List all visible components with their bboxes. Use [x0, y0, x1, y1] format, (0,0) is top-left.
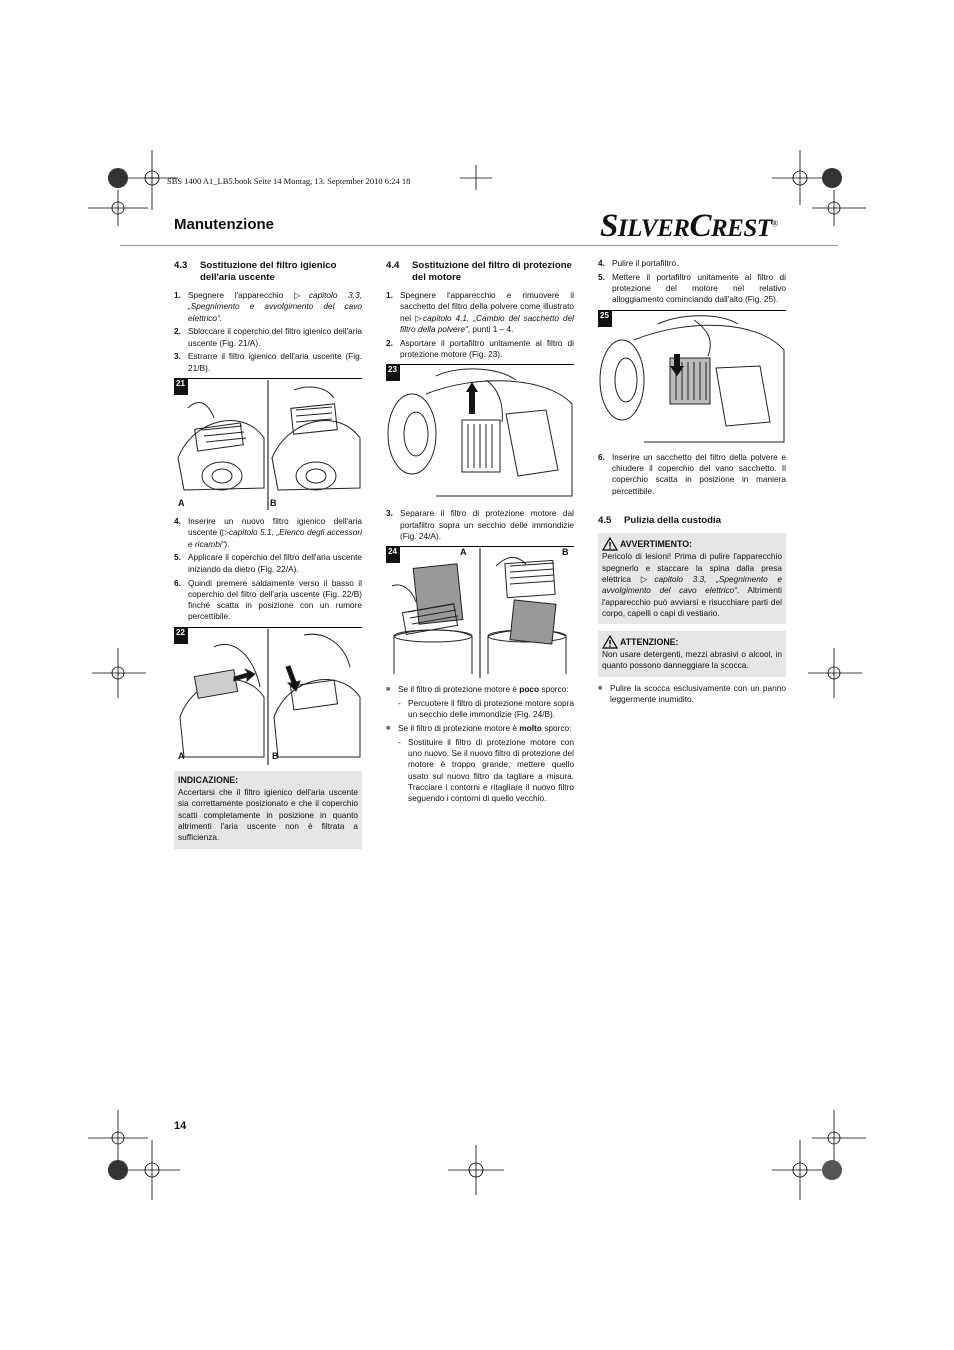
figure-23: [386, 364, 574, 502]
caution-text: Non usare detergenti, mezzi abrasivi o alcool, in quanto possono danneggiare la scocca.: [602, 649, 782, 671]
step: 6. Inserire un sacchetto del filtro della polvere e chiudere il coperchio del vano sacchetto. Il coperchio scatta in posizione in maniera percettibile.: [598, 451, 786, 496]
figure-24: [386, 546, 574, 678]
figure-number: 23: [386, 364, 400, 381]
step: 1. Spegnere l'apparecchio ▷capitolo 3.3, „Spegnimento e avvolgimento del cavo elettrico“.: [174, 290, 362, 323]
step: 1. Spegnere l'apparecchio e rimuovere il sacchetto del filtro della polvere come illustrato nel ▷capitolo 4.1, „Cambio del sacchetto del filtro della polvere“, punti 1 – 4.: [386, 290, 574, 334]
figure-25: [598, 310, 786, 446]
warning-triangle-icon: [602, 537, 618, 551]
caution-title: ATTENZIONE:: [602, 635, 782, 649]
figure-label-b: B: [562, 547, 569, 558]
column-3: [598, 258, 786, 708]
note-text: Accertarsi che il filtro igienico dell'aria uscente sia correttamente posizionato e che il coperchio scatti completamente in posizione in quanto altrimenti l'aria uscente non è filtrata a sufficienza.: [178, 787, 358, 843]
brand-logo: SILVERCREST®: [600, 208, 778, 244]
bullet-item: ■ Se il filtro di protezione motore è molto sporco:: [386, 723, 572, 734]
step: 2. Sbloccare il coperchio del filtro igienico dell'aria uscente (Fig. 21/A).: [174, 326, 362, 348]
step: 5. Applicare il coperchio del filtro dell'aria uscente iniziando da dietro (Fig. 22/A).: [174, 552, 362, 574]
step: 2. Asportare il portafiltro unitamente al filtro di protezione motore (Fig. 23).: [386, 337, 574, 359]
dash-item: - Percuotere il filtro di protezione motore sopra un secchio delle immondizie (Fig. 24/B).: [398, 697, 574, 720]
page-title: Manutenzione: [174, 216, 274, 233]
figure-number: 25: [598, 310, 612, 327]
figure-21-illustration: [174, 378, 362, 510]
figure-number: 22: [174, 627, 188, 644]
figure-21: [174, 378, 362, 510]
bullet-item: ■ Pulire la scocca esclusivamente con un panno leggermente inumidito.: [598, 682, 786, 705]
step: 3. Separare il filtro di protezione motore dal portafiltro sopra un secchio delle immondizie (Fig. 24/A).: [386, 508, 574, 541]
dash-item: - Sostituire il filtro di protezione motore con uno nuovo. Se il nuovo filtro di protezione del motore è troppo grande, mettere quello usato sul nuovo filtro da tagliare a misura. Tracciare i contorni e ritagliare il nuovo filtro seguendo i contorni di quello vecchio.: [398, 736, 574, 804]
figure-number: 24: [386, 546, 400, 563]
figure-24-illustration: [386, 546, 574, 678]
column-2: [386, 258, 574, 807]
figure-label-b: B: [270, 498, 277, 509]
warning-text: Pericolo di lesioni! Prima di pulire l'apparecchio spegnerlo e staccare la spina dalla presa elettrica ▷capitolo 3.3, „Spegnimento e avvolgimento del cavo elettrico“. Altrimenti l'apparecchio può avviarsi e risucchiare parti del corpo, capelli o capi di vestiario.: [602, 551, 783, 618]
section-heading: 4.5 Pulizia della custodia: [598, 515, 722, 527]
figure-25-illustration: [598, 310, 786, 446]
file-info: SBS 1400 A1_LB5.book Seite 14 Montag, 13. September 2010 6:24 18: [167, 176, 411, 186]
step: 6. Quindi premere saldamente verso il basso il coperchio del filtro dell'aria uscente (Fig. 22/B) finché scatta in posizione con un rumore percettibile.: [174, 577, 362, 622]
bullet-item: ■ Se il filtro di protezione motore è poco sporco:: [386, 684, 569, 695]
warning-title: AVVERTIMENTO:: [602, 537, 782, 551]
warning-triangle-icon: [602, 635, 618, 649]
figure-number: 21: [174, 378, 188, 395]
figure-22-illustration: [174, 627, 362, 765]
warning-box: [598, 533, 786, 624]
note-box: [174, 771, 362, 849]
figure-label-a: A: [460, 547, 467, 558]
step: 5. Mettere il portafiltro unitamente al filtro di protezione del motore nel relativo alloggiamento cominciando dall'alto (Fig. 25).: [598, 271, 786, 305]
header-rule: [120, 245, 838, 246]
figure-label-a: A: [178, 498, 185, 509]
caution-box: [598, 631, 786, 677]
figure-22: [174, 627, 362, 765]
column-1: [174, 258, 362, 849]
figure-label-b: B: [272, 750, 279, 761]
note-title: INDICAZIONE:: [178, 774, 239, 785]
section-heading: 4.4 Sostituzione del filtro di protezione del motore: [386, 260, 572, 283]
step: 4. Inserire un nuovo filtro igienico dell'aria uscente (▷capitolo 5.1, „Elenco degli accessori e ricambi“).: [174, 516, 362, 549]
step: 3. Estrarre il filtro igienico dell'aria uscente (Fig. 21/B).: [174, 351, 362, 373]
section-heading: 4.3 Sostituzione del filtro igienico dell'aria uscente: [174, 260, 337, 283]
page-number: 14: [174, 1120, 187, 1132]
figure-23-illustration: [386, 364, 574, 502]
figure-label-a: A: [178, 750, 185, 761]
step: 4. Pulire il portafiltro.: [598, 258, 679, 268]
